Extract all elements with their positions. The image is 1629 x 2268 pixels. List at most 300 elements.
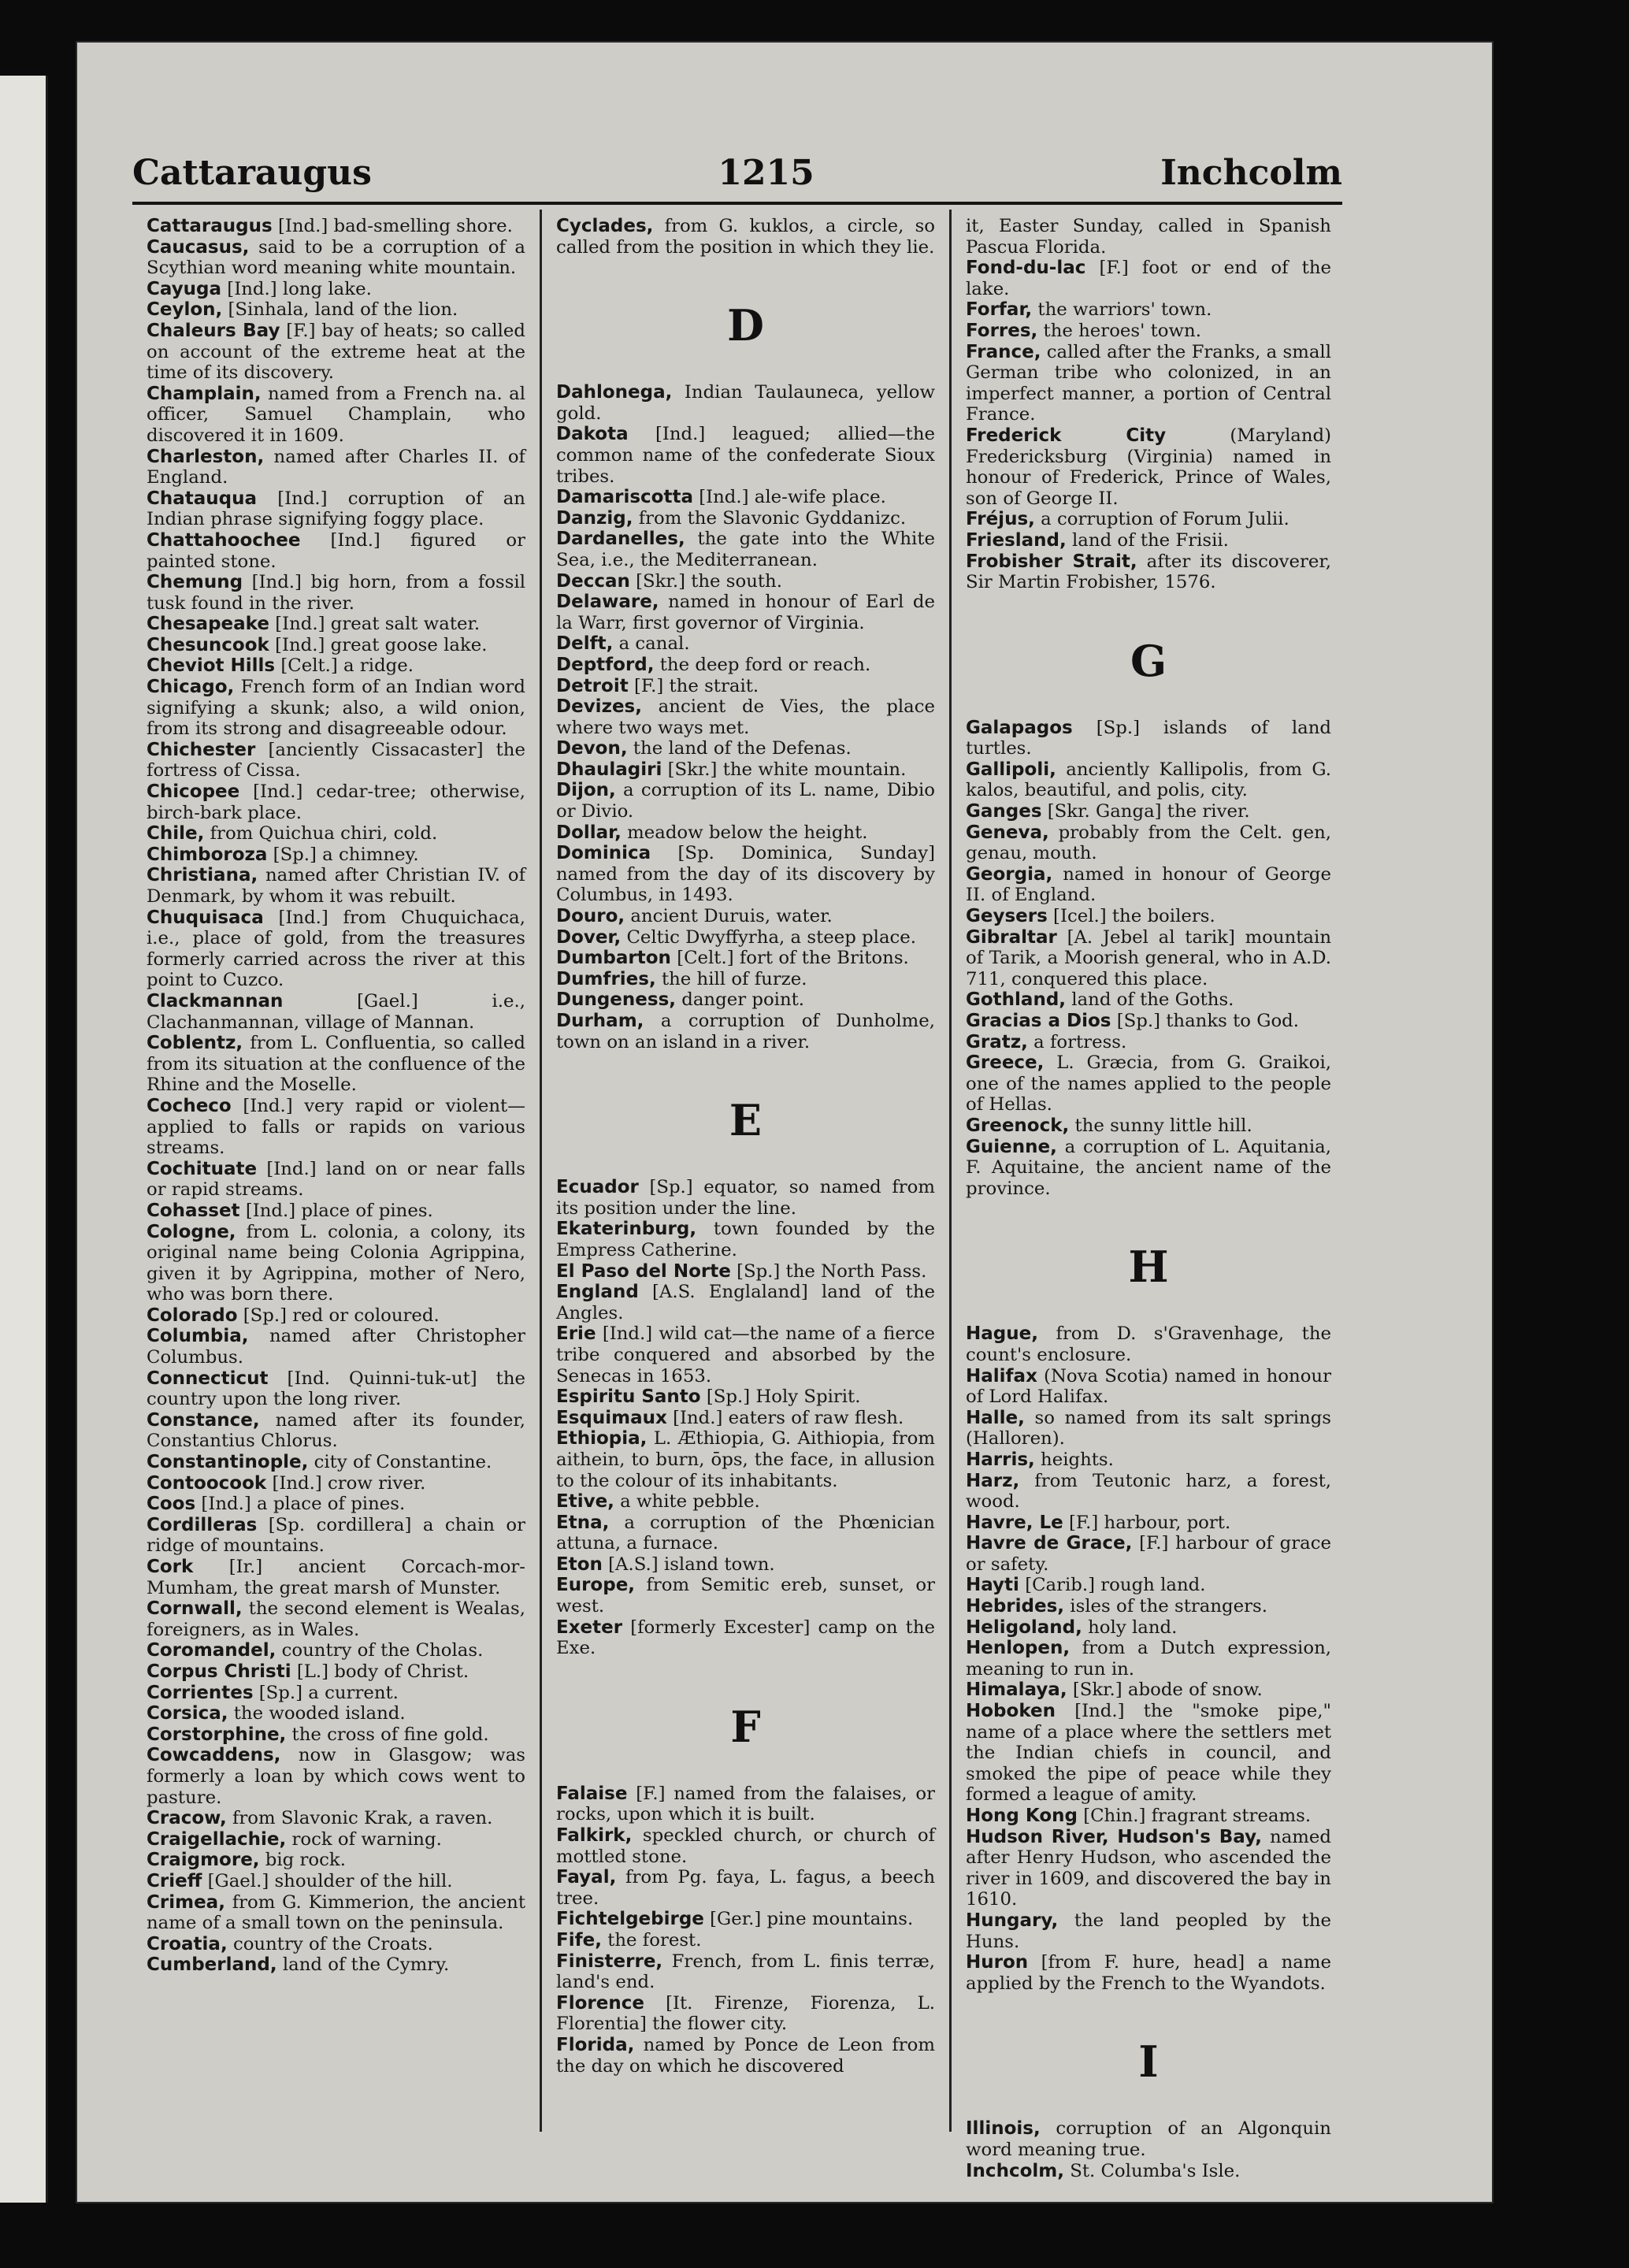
- dictionary-entry: [540, 424, 935, 487]
- entry-headword: Dumbarton: [556, 948, 671, 969]
- entry-definition: [Ir.] ancient Corcach-mor-Mumham, the great marsh of Munster.: [147, 1557, 525, 1598]
- dictionary-entry: [131, 1368, 525, 1410]
- dictionary-entry: [131, 1724, 525, 1746]
- entry-headword: Inchcolm,: [966, 2160, 1064, 2181]
- dictionary-entry: [131, 299, 525, 321]
- dictionary-entry: [950, 989, 1331, 1011]
- dictionary-entry: [131, 1871, 525, 1892]
- columns: [132, 210, 1345, 2181]
- entry-headword: Florida,: [556, 2034, 635, 2055]
- dictionary-entry: [131, 447, 525, 488]
- entry-headword: France,: [966, 341, 1041, 362]
- entry-headword: Gibraltar: [966, 926, 1057, 948]
- entry-headword: Greece,: [966, 1052, 1045, 1074]
- entry-definition: L. Græcia, from G. Graikoi, one of the names applied to the people of Hellas.: [966, 1052, 1331, 1115]
- entry-definition: the wooded island.: [233, 1703, 406, 1724]
- entry-definition: [Sp.] a current.: [258, 1682, 399, 1703]
- dictionary-entry: [540, 989, 935, 1011]
- dictionary-entry: [540, 1491, 935, 1513]
- dictionary-entry: [540, 1386, 935, 1408]
- header-rule: [132, 202, 1342, 205]
- entry-definition: corruption of an Algonquin word meaning true.: [966, 2118, 1331, 2160]
- entry-definition: [Ind.] land on or near falls or rapid streams.: [147, 1158, 525, 1201]
- entry-headword: Ganges: [966, 801, 1042, 822]
- entry-definition: called after the Franks, a small German tribe who colonized, in an imperfect manner, a portion of Central France.: [966, 341, 1331, 425]
- entry-headword: Halifax: [966, 1365, 1037, 1386]
- dictionary-entry: [131, 1473, 525, 1494]
- dictionary-entry: [540, 1784, 935, 1825]
- dictionary-entry: [540, 508, 935, 529]
- entry-definition: from L. colonia, a colony, its original name being Colonia Agrippina, given it by Agrippina, mother of Nero, who was born there.: [147, 1221, 525, 1305]
- entry-headword: Fond-du-lac: [966, 258, 1086, 279]
- dictionary-entry: [950, 864, 1331, 906]
- entry-definition: the deep ford or reach.: [659, 654, 871, 675]
- dictionary-entry: [131, 1557, 525, 1598]
- entry-headword: Havre de Grace,: [966, 1533, 1133, 1554]
- dictionary-entry: [540, 1219, 935, 1260]
- entry-headword: Geneva,: [966, 822, 1049, 843]
- section-letter: F: [730, 1701, 761, 1752]
- dictionary-entry: [131, 1661, 525, 1683]
- entry-headword: Chesuncook: [147, 634, 269, 655]
- entry-definition: probably from the Celt. gen, genau, mouth.: [966, 822, 1332, 864]
- entry-headword: Etive,: [556, 1491, 614, 1513]
- entry-headword: Chaleurs Bay: [147, 320, 280, 341]
- entry-headword: Cumberland,: [147, 1954, 277, 1976]
- entry-headword: Chichester: [147, 739, 256, 760]
- entry-headword: Caucasus,: [147, 236, 250, 258]
- dictionary-page: [76, 41, 1494, 2203]
- dictionary-entry: [131, 677, 525, 740]
- entry-headword: Damariscotta: [556, 487, 693, 508]
- entry-definition: a corruption of its L. name, Dibio or Divio.: [556, 780, 936, 822]
- entry-headword: Dijon,: [556, 780, 616, 801]
- entry-definition: the warriors' town.: [1037, 299, 1212, 321]
- dictionary-entry: [950, 1513, 1331, 1534]
- dictionary-entry: [131, 1410, 525, 1452]
- dictionary-entry: [131, 1494, 525, 1515]
- dictionary-entry: [540, 1909, 935, 1930]
- dictionary-entry: [540, 696, 935, 738]
- entry-definition: holy land.: [1088, 1617, 1178, 1638]
- dictionary-entry: [131, 384, 525, 447]
- dictionary-entry: [540, 1011, 935, 1052]
- dictionary-entry: [131, 321, 525, 384]
- dictionary-entry: [540, 592, 935, 633]
- entry-definition: a corruption of Forum Julii.: [1041, 509, 1289, 530]
- entry-headword: Deptford,: [556, 654, 655, 675]
- entry-headword: Connecticut: [147, 1368, 269, 1389]
- dictionary-entry: [131, 1096, 525, 1159]
- entry-definition: the second element is Wealas, foreigners, as in Wales.: [147, 1598, 526, 1640]
- entry-definition: [Ind.] great salt water.: [275, 614, 481, 635]
- entry-headword: Cologne,: [147, 1221, 236, 1242]
- entry-headword: Cracow,: [147, 1808, 227, 1829]
- entry-headword: Hungary,: [966, 1910, 1059, 1931]
- entry-definition: [F.] named from the falaises, or rocks, upon which it is built.: [556, 1783, 935, 1825]
- entry-headword: Geysers: [966, 906, 1048, 927]
- dictionary-entry: [131, 1850, 525, 1871]
- section-letter: I: [1138, 2036, 1159, 2088]
- entry-headword: Cheviot Hills: [147, 655, 276, 677]
- section-letter: E: [729, 1095, 763, 1146]
- entry-headword: Corsica,: [147, 1703, 228, 1724]
- entry-definition: the hill of furze.: [661, 968, 807, 989]
- entry-definition: named after Charles II. of England.: [147, 446, 525, 488]
- dictionary-entry: [950, 1596, 1331, 1617]
- entry-headword: Cornwall,: [147, 1598, 243, 1620]
- entry-definition: French, from L. finis terræ, land's end.: [556, 1951, 935, 1993]
- entry-headword: Georgia,: [966, 863, 1053, 885]
- dictionary-entry: [950, 2161, 1331, 2182]
- entry-definition: (Nova Scotia) named in honour of Lord Halifax.: [966, 1365, 1331, 1408]
- dictionary-entry: [540, 1428, 935, 1491]
- entry-definition: [Ind.] eaters of raw flesh.: [673, 1407, 904, 1428]
- entry-definition: [Sp.] red or coloured.: [243, 1305, 440, 1326]
- dictionary-entry: [540, 759, 935, 781]
- entry-headword: Cyclades,: [556, 216, 654, 236]
- dictionary-entry: [950, 1701, 1331, 1806]
- entry-definition: [F.] the strait.: [633, 675, 759, 696]
- entry-definition: from the Slavonic Gyddanizc.: [638, 507, 907, 529]
- entry-headword: Falaise: [556, 1783, 628, 1804]
- entry-headword: Chicago,: [147, 677, 235, 698]
- entry-headword: Illinois,: [966, 2118, 1041, 2140]
- entry-definition: [Sp.] Holy Spirit.: [706, 1386, 861, 1408]
- dictionary-entry: [540, 1261, 935, 1282]
- entry-definition: [Sp.] a chimney.: [273, 844, 419, 865]
- dictionary-entry: [131, 908, 525, 991]
- entry-headword: Frobisher Strait,: [966, 551, 1137, 572]
- entry-headword: Coblentz,: [147, 1033, 243, 1054]
- entry-definition: [Ind.] very rapid or violent—applied to falls or rapids on various streams.: [147, 1095, 525, 1159]
- dictionary-entry: [131, 488, 525, 530]
- entry-headword: Contoocook: [147, 1472, 267, 1494]
- entry-headword: Cayuga: [147, 278, 222, 299]
- dictionary-entry: [131, 991, 525, 1033]
- dictionary-entry: [950, 551, 1331, 593]
- entry-definition: named after Christian IV. of Denmark, by whom it was rebuilt.: [147, 865, 526, 907]
- entry-headword: Chatauqua: [147, 488, 258, 509]
- dictionary-entry: [131, 635, 525, 656]
- dictionary-entry: [540, 655, 935, 676]
- entry-definition: [Celt.] fort of the Britons.: [677, 948, 909, 969]
- entry-definition: from G. kuklos, a circle, so called from the position in which they lie.: [556, 216, 936, 258]
- entry-definition: [Ger.] pine mountains.: [710, 1909, 914, 1930]
- entry-definition: [Chin.] fragrant streams.: [1083, 1806, 1312, 1826]
- entry-definition: [Skr.] abode of snow.: [1072, 1680, 1263, 1701]
- dictionary-entry: [950, 1533, 1331, 1575]
- dictionary-entry: [540, 1513, 935, 1554]
- dictionary-entry: [950, 1952, 1331, 1994]
- entry-definition: [L.] body of Christ.: [296, 1661, 469, 1682]
- entry-definition: the cross of fine gold.: [291, 1724, 489, 1745]
- dictionary-entry: [540, 843, 935, 906]
- entry-headword: Ecuador: [556, 1177, 639, 1198]
- entry-definition: [Sp.] the North Pass.: [737, 1260, 927, 1282]
- entry-headword: Chimboroza: [147, 844, 268, 865]
- dictionary-entry: [950, 1115, 1331, 1137]
- entry-definition: from G. Kimmerion, the ancient name of a small town on the peninsula.: [147, 1891, 526, 1934]
- dictionary-entry: [131, 1745, 525, 1808]
- entry-definition: country of the Croats.: [232, 1933, 433, 1954]
- entry-headword: Chemung: [147, 572, 243, 593]
- entry-definition: [from F. hure, head] a name applied by the French to the Wyandots.: [966, 1952, 1331, 1994]
- dictionary-entry: [131, 1829, 525, 1850]
- entry-definition: named in honour of Earl de la Warr, first governor of Virginia.: [556, 592, 935, 633]
- entry-headword: Champlain,: [147, 383, 262, 404]
- entry-headword: Croatia,: [147, 1933, 228, 1954]
- entry-headword: Hong Kong: [966, 1806, 1078, 1826]
- entry-headword: Hoboken: [966, 1701, 1056, 1722]
- entry-definition: a white pebble.: [620, 1491, 760, 1513]
- dictionary-entry: [540, 1554, 935, 1576]
- entry-definition: so named from its salt springs (Halloren).: [966, 1407, 1332, 1450]
- dictionary-entry: [131, 614, 525, 635]
- entry-headword: Cowcaddens,: [147, 1745, 281, 1766]
- entry-headword: Espiritu Santo: [556, 1386, 701, 1408]
- entry-definition: from Semitic ereb, sunset, or west.: [556, 1575, 936, 1617]
- dictionary-entry: [540, 1951, 935, 1993]
- dictionary-entry: [540, 1408, 935, 1429]
- dictionary-entry: [131, 823, 525, 844]
- entry-headword: Chattahoochee: [147, 529, 301, 551]
- dictionary-entry: [540, 1930, 935, 1951]
- entry-definition: it, Easter Sunday, called in Spanish Pascua Florida.: [966, 216, 1331, 258]
- entry-headword: Forfar,: [966, 299, 1033, 321]
- dictionary-entry: [540, 1282, 935, 1323]
- entry-definition: [It. Firenze, Fiorenza, L. Florentia] the flower city.: [556, 1992, 935, 2035]
- dictionary-entry: [950, 1575, 1331, 1596]
- entry-headword: Craigellachie,: [147, 1828, 287, 1850]
- entry-definition: [Ind.] figured or painted stone.: [147, 529, 525, 572]
- dictionary-entry: [950, 718, 1331, 759]
- entry-headword: Gracias a Dios: [966, 1011, 1111, 1031]
- entry-definition: French form of an Indian word signifying a skunk; also, a wild onion, from its strong and disagreeable odour.: [147, 677, 525, 740]
- dictionary-entry: [950, 530, 1331, 551]
- dictionary-entry: [131, 1640, 525, 1661]
- entry-definition: [A. Jebel al tarik] mountain of Tarik, a Moorish general, who in A.D. 711, conquered this place.: [966, 926, 1331, 989]
- entry-headword: Harris,: [966, 1449, 1035, 1470]
- entry-definition: [Sp.] islands of land turtles.: [966, 717, 1332, 759]
- entry-headword: Cattaraugus: [147, 216, 273, 236]
- entry-definition: named after Henry Hudson, who ascended the river in 1609, and discovered the bay in 1610.: [966, 1826, 1331, 1910]
- entry-headword: Ceylon,: [147, 299, 223, 321]
- entry-definition: [Ind. Quinni-tuk-ut] the country upon the long river.: [147, 1368, 526, 1410]
- entry-definition: a corruption of Dunholme, town on an island in a river.: [556, 1011, 935, 1052]
- entry-definition: [Ind.] place of pines.: [245, 1200, 433, 1221]
- entry-headword: Hayti: [966, 1575, 1019, 1596]
- dictionary-entry: [540, 216, 935, 258]
- entry-definition: ancient de Vies, the place where two ways met.: [556, 696, 935, 738]
- entry-definition: St. Columba's Isle.: [1070, 2160, 1241, 2181]
- entry-definition: [A.S. Englaland] land of the Angles.: [556, 1282, 935, 1323]
- dictionary-entry: [950, 906, 1331, 927]
- entry-headword: Coromandel,: [147, 1640, 276, 1661]
- entry-definition: [anciently Cissacaster] the fortress of Cissa.: [147, 739, 525, 781]
- entry-definition: [F.] harbour of grace or safety.: [966, 1533, 1331, 1575]
- dictionary-entry: [540, 1825, 935, 1867]
- entry-definition: Celtic Dwyffyrha, a steep place.: [626, 926, 917, 948]
- entry-headword: Constantinople,: [147, 1452, 309, 1473]
- dictionary-entry: [540, 2035, 935, 2077]
- entry-definition: after its discoverer, Sir Martin Frobisher, 1576.: [966, 551, 1331, 593]
- entry-headword: Friesland,: [966, 529, 1067, 551]
- entry-headword: Constance,: [147, 1409, 260, 1431]
- dictionary-entry: [950, 2118, 1331, 2160]
- entry-definition: land of the Cymry.: [282, 1954, 450, 1976]
- entry-headword: Erie: [556, 1323, 596, 1345]
- entry-headword: Craigmore,: [147, 1850, 260, 1871]
- entry-definition: from Quichua chiri, cold.: [210, 823, 438, 844]
- entry-headword: Henlopen,: [966, 1638, 1071, 1659]
- dictionary-entry: [131, 844, 525, 866]
- dictionary-entry: [950, 342, 1331, 425]
- entry-definition: a corruption of the Phœnician attuna, a furnace.: [556, 1512, 935, 1554]
- entry-headword: Hebrides,: [966, 1596, 1065, 1617]
- entry-headword: Ethiopia,: [556, 1428, 648, 1450]
- entry-definition: [Ind.] from Chuquichaca, i.e., place of gold, from the treasures formerly carried across the river at this point to Cuzco.: [147, 907, 525, 991]
- entry-headword: Dungeness,: [556, 989, 676, 1011]
- entry-headword: El Paso del Norte: [556, 1260, 731, 1282]
- entry-headword: Devizes,: [556, 696, 642, 718]
- dictionary-entry: [131, 1598, 525, 1640]
- entry-definition: land of the Goths.: [1071, 989, 1234, 1011]
- dictionary-entry: [131, 1222, 525, 1305]
- entry-headword: Dhaulagiri: [556, 759, 662, 780]
- entry-headword: Christiana,: [147, 865, 258, 886]
- entry-headword: Gallipoli,: [966, 759, 1056, 780]
- entry-definition: [Skr.] the south.: [636, 570, 782, 592]
- entry-definition: (Maryland) Fredericksburg (Virginia) named in honour of Frederick, Prince of Wales, son of George II.: [966, 425, 1331, 509]
- entry-headword: Europe,: [556, 1575, 636, 1596]
- entry-definition: [Celt.] a ridge.: [280, 655, 414, 677]
- entry-definition: the land of the Defenas.: [633, 738, 852, 759]
- entry-headword: Galapagos: [966, 717, 1073, 738]
- dictionary-entry: [540, 927, 935, 948]
- entry-definition: [F.] bay of heats; so called on account of the extreme heat at the time of its discovery.: [147, 320, 525, 384]
- entry-headword: Cordilleras: [147, 1514, 258, 1535]
- entry-headword: Deccan: [556, 570, 630, 592]
- column-1: [132, 210, 542, 2132]
- entry-definition: [Sp.] thanks to God.: [1116, 1011, 1300, 1031]
- dictionary-entry: [950, 1638, 1331, 1680]
- entry-definition: ancient Duruis, water.: [630, 906, 833, 927]
- entry-definition: named after Christopher Columbus.: [147, 1326, 526, 1368]
- dictionary-entry: [950, 927, 1331, 990]
- entry-headword: Heligoland,: [966, 1617, 1082, 1638]
- entry-definition: [Ind.] leagued; allied—the common name of the confederate Sioux tribes.: [556, 424, 935, 487]
- entry-definition: [Skr.] the white mountain.: [667, 759, 907, 780]
- entry-definition: land of the Frisii.: [1072, 529, 1229, 551]
- entry-definition: [Ind.] a place of pines.: [201, 1494, 406, 1515]
- entry-headword: Clackmannan: [147, 990, 284, 1012]
- entry-definition: named by Ponce de Leon from the day on which he discovered: [556, 2034, 935, 2077]
- entry-headword: Dominica: [556, 843, 651, 864]
- dictionary-entry: [540, 948, 935, 969]
- running-header: [132, 137, 1342, 208]
- dictionary-entry: [131, 740, 525, 781]
- entry-headword: Havre, Le: [966, 1512, 1063, 1533]
- dictionary-entry: [950, 1408, 1331, 1450]
- entry-definition: [Ind.] long lake.: [227, 278, 372, 299]
- entry-headword: Dumfries,: [556, 968, 656, 989]
- dictionary-entry: [540, 382, 935, 424]
- dictionary-entry: [131, 655, 525, 677]
- entry-headword: Danzig,: [556, 507, 633, 529]
- section-letter: H: [1128, 1242, 1169, 1293]
- entry-definition: [Ind.] great goose lake.: [275, 634, 488, 655]
- header-first-headword: Cattaraugus: [132, 152, 372, 193]
- dictionary-entry: [950, 299, 1331, 321]
- entry-definition: the gate into the White Sea, i.e., the Mediterranean.: [556, 529, 935, 570]
- entry-headword: Florence: [556, 1992, 644, 2014]
- dictionary-entry: [131, 1954, 525, 1976]
- entry-definition: [F.] harbour, port.: [1068, 1512, 1231, 1533]
- entry-definition: a fortress.: [1033, 1031, 1127, 1052]
- entry-definition: [Ind.] crow river.: [272, 1472, 426, 1494]
- entry-headword: Delft,: [556, 633, 614, 655]
- entry-definition: [Sp.] equator, so named from its position under the line.: [556, 1177, 935, 1219]
- entry-definition: [Sp. Dominica, Sunday] named from the day of its discovery by Columbus, in 1493.: [556, 843, 935, 906]
- dictionary-entry: [131, 237, 525, 279]
- section-letter: G: [1130, 635, 1167, 686]
- entry-headword: Falkirk,: [556, 1825, 633, 1847]
- entry-definition: [Ind.] ale-wife place.: [699, 487, 886, 508]
- entry-headword: Devon,: [556, 738, 628, 759]
- entry-headword: Gratz,: [966, 1031, 1028, 1052]
- entry-definition: [A.S.] island town.: [608, 1553, 775, 1575]
- entry-definition: country of the Cholas.: [281, 1640, 484, 1661]
- entry-definition: meadow below the height.: [627, 822, 868, 843]
- entry-headword: Dardanelles,: [556, 529, 685, 550]
- dictionary-entry: [540, 780, 935, 822]
- entry-definition: said to be a corruption of a Scythian word meaning white mountain.: [147, 236, 526, 279]
- dictionary-entry: [950, 1806, 1331, 1827]
- entry-definition: from a Dutch expression, meaning to run in.: [966, 1638, 1331, 1680]
- entry-headword: Delaware,: [556, 592, 659, 613]
- entry-headword: Dakota: [556, 424, 629, 445]
- entry-definition: town founded by the Empress Catherine.: [556, 1219, 935, 1260]
- adjacent-page-edge: [0, 76, 48, 2203]
- entry-headword: Cohasset: [147, 1200, 240, 1221]
- dictionary-entry: [950, 759, 1331, 801]
- dictionary-entry: [131, 781, 525, 823]
- entry-headword: Cocheco: [147, 1095, 232, 1116]
- dictionary-entry: [131, 1159, 525, 1201]
- entry-headword: Chile,: [147, 823, 205, 844]
- dictionary-entry: [950, 1366, 1331, 1408]
- entry-definition: [Carib.] rough land.: [1025, 1575, 1206, 1596]
- entry-definition: named from a French na. al officer, Samuel Champlain, who discovered it in 1609.: [147, 383, 525, 446]
- column-2: [542, 210, 952, 2132]
- dictionary-entry: [131, 216, 525, 237]
- entry-definition: [Ind.] big horn, from a fossil tusk found in the river.: [147, 572, 525, 614]
- entry-definition: named after its founder, Constantius Chlorus.: [147, 1409, 525, 1452]
- dictionary-entry: [131, 1452, 525, 1473]
- entry-definition: the forest.: [607, 1930, 702, 1951]
- entry-headword: Corrientes: [147, 1682, 254, 1703]
- entry-headword: Chicopee: [147, 781, 240, 803]
- dictionary-entry: [131, 1683, 525, 1704]
- dictionary-entry: [131, 1515, 525, 1557]
- entry-definition: speckled church, or church of mottled stone.: [556, 1825, 936, 1867]
- dictionary-entry: [131, 530, 525, 572]
- dictionary-entry: [950, 1450, 1331, 1471]
- entry-definition: [Ind.] the "smoke pipe," name of a place where the settlers met the Indian chiefs in council, and smoked the pipe of peace while they formed a league of amity.: [966, 1701, 1332, 1806]
- entry-definition: [Gael.] i.e., Clachanmannan, village of Mannan.: [147, 990, 526, 1033]
- dictionary-entry: [131, 1326, 525, 1368]
